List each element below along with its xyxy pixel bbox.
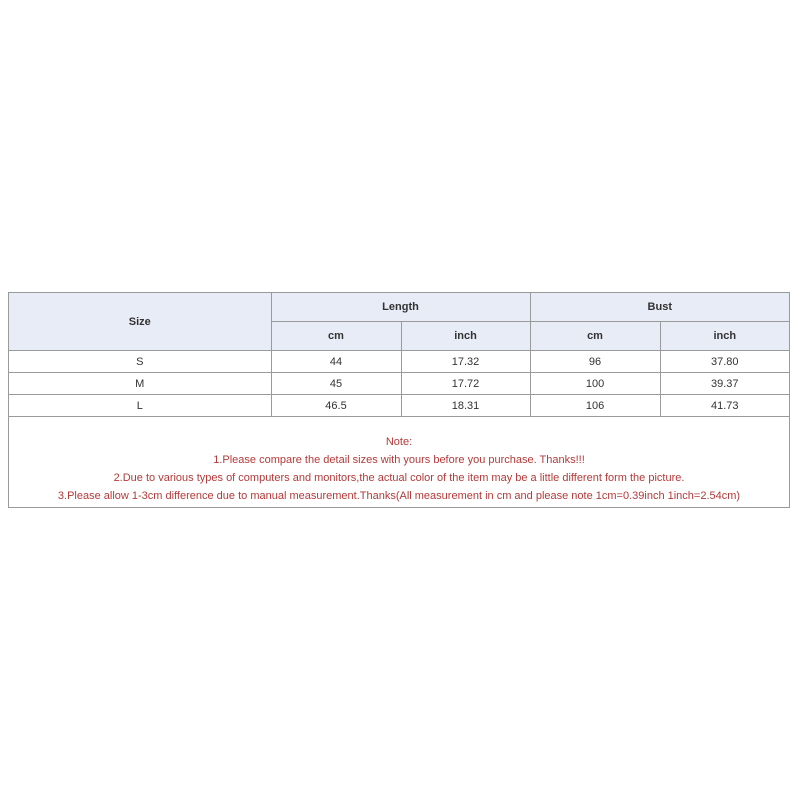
- note-line: 1.Please compare the detail sizes with yours before you purchase. Thanks!!!: [213, 454, 585, 466]
- note-line: 3.Please allow 1-3cm difference due to manual measurement.Thanks(All measurement in cm and please note 1cm=0.39inch 1inch=2.54cm): [57, 490, 741, 502]
- length-cm-cell: 44: [271, 351, 401, 373]
- table-row: [9, 373, 789, 395]
- size-cell: L: [9, 395, 271, 417]
- size-cell: S: [9, 351, 271, 373]
- bust-cm-header: cm: [530, 322, 660, 351]
- length-header: Length: [271, 293, 530, 322]
- bust-cm-cell: 100: [530, 373, 660, 395]
- table-row: [9, 351, 789, 373]
- header-row-groups: [9, 293, 789, 322]
- bust-inch-header: inch: [660, 322, 789, 351]
- length-inch-cell: 17.32: [401, 351, 530, 373]
- table-row: [9, 395, 789, 417]
- bust-cm-cell: 106: [530, 395, 660, 417]
- length-inch-cell: 18.31: [401, 395, 530, 417]
- bust-inch-cell: 37.80: [660, 351, 789, 373]
- notes-title: Note:: [385, 436, 413, 448]
- size-header: Size: [9, 293, 271, 351]
- size-chart: [8, 292, 790, 508]
- length-cm-cell: 46.5: [271, 395, 401, 417]
- note-line: 2.Due to various types of computers and monitors,the actual color of the item may be a little different form the picture.: [113, 472, 685, 484]
- length-cm-header: cm: [271, 322, 401, 351]
- length-cm-cell: 45: [271, 373, 401, 395]
- notes-block: [9, 433, 789, 505]
- size-table: [9, 293, 789, 417]
- bust-inch-cell: 39.37: [660, 373, 789, 395]
- bust-inch-cell: 41.73: [660, 395, 789, 417]
- bust-cm-cell: 96: [530, 351, 660, 373]
- size-cell: M: [9, 373, 271, 395]
- bust-header: Bust: [530, 293, 789, 322]
- length-inch-header: inch: [401, 322, 530, 351]
- length-inch-cell: 17.72: [401, 373, 530, 395]
